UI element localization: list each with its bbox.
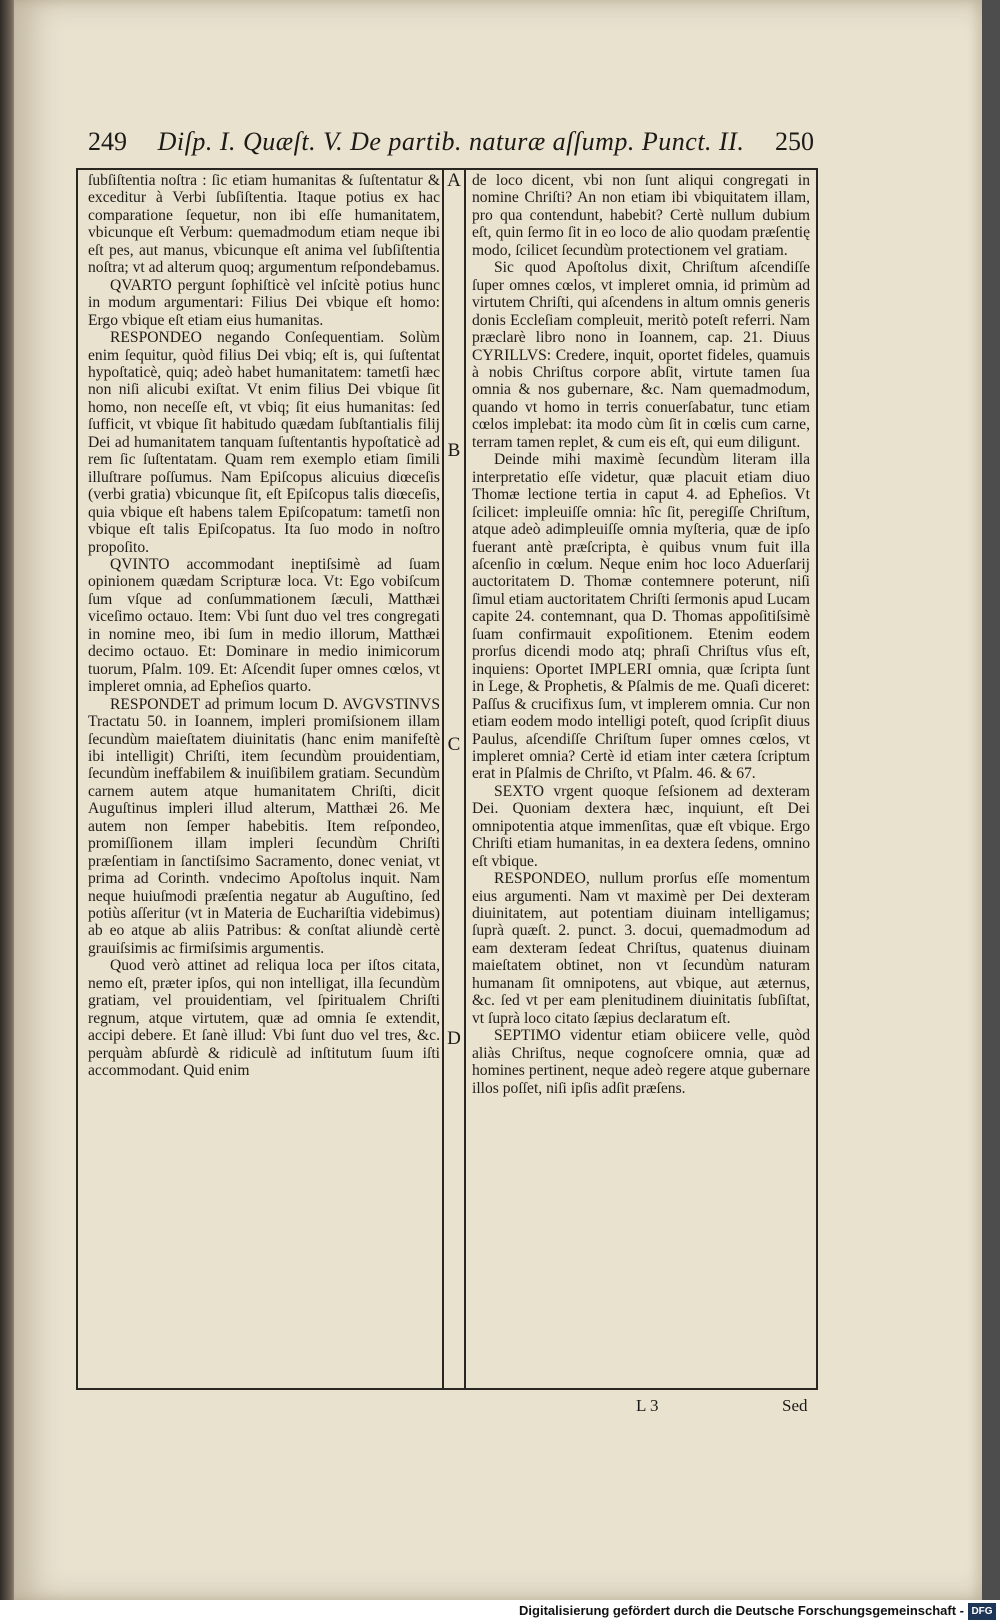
left-column <box>88 172 440 1080</box>
paragraph: Quod verò attinet ad reliqua loca per iſtos citata, nemo eſt, præter ipſos, qui non intelligat, illa ſecundùm gratiam, vel prouidentiam, vel ſpiritualem Chriſti regnum, atque virtutem, quæ ad omnia ſe extendit, accipi debere. Et ſanè illud: Vbi ſunt duo vel tres, &c. perquàm abſurdè & ridiculè ad inſtitutum ſuum iſti accommodant. Quid enim <box>88 957 440 1080</box>
section-marker-b: B <box>444 440 464 462</box>
page-number-right: 250 <box>774 127 814 156</box>
section-marker-d: D <box>444 1028 464 1050</box>
paragraph: QVINTO accommodant ineptiſsimè ad ſuam opinionem quædam Scripturæ loca. Vt: Ego vobiſcum ſum vſque ad conſummationem ſæculi, Matthæi viceſimo octauo. Item: Vbi ſunt duo vel tres congregati in nomine meo, ibi ſum in medio illorum, Matthæi decimo octauo. Et: Dominare in medio inimicorum tuorum, Pſalm. 109. Et: Aſcendit ſuper omnes cœlos, vt impleret omnia, ad Epheſios quarto. <box>88 555 440 696</box>
right-column <box>472 172 810 1097</box>
footer-credit: Digitalisierung gefördert durch die Deutsche Forschungsgemeinschaft - <box>519 1603 964 1618</box>
running-title: Diſp. I. Quæſt. V. De partib. naturæ aſſump. Punct. II. <box>157 127 745 156</box>
frame-right-rule <box>816 168 818 1388</box>
frame-left-rule <box>76 168 78 1388</box>
paragraph: RESPONDET ad primum locum D. AVGVSTINVS Tractatu 50. in Ioannem, impleri promiſsionem illam ſecundùm maieſtatem diuinitatis (hanc enim manifeſtè ibi intelligit) Chriſti, item ſecundùm prouidentiam, ſecundùm ineffabilem & inuiſibilem gratiam. Secundùm carnem autem atque humanitatem Chriſti, dicit Auguſtinus impleri illud alterum, Matthæi 26. Me autem non ſemper habebitis. Item reſpondeo, promiſſionem illam impleri ſecundùm Chriſti præſentiam in ſanctiſsimo Sacramento, donec veniat, vt prima ad Corinth. vndecimo Apoſtolus inquit. Nam neque huiuſmodi præſentia negatur ab Auguſtino, ſed potiùs aſſeritur (vt in Materia de Euchariſtia videbimus) ab eo atque ab aliis Patribus: & conſtat aliundè certè grauiſsimis ac firmiſsimis argumentis. <box>88 695 440 957</box>
paragraph: Deinde mihi maximè ſecundùm literam illa interpretatio eſſe videtur, quæ placuit etiam diuo Thomæ lectione tertia in caput 4. ad Epheſios. Vt ſcilicet: impleuiſſe omnia: hîc ſit, peregiſſe Chriſtum, atque adeò adimpleuiſſe omnia myſteria, quæ de ipſo fuerant antè præſcripta, è quibus vnum fuit illa aſcenſio in cœlum. Neque enim hoc loco Aduerſarij auctoritatem D. Thomæ contemnere poterunt, niſi ſimul etiam auctoritatem Chriſti ſermonis apud Lucam capite 24. contemnant, qua D. Thomas appoſitiſsimè ſuam confirmauit expoſitionem. Etenim eodem prorſus dicendi modo atq; phraſi Chriſtus vſus eſt, inquiens: Oportet IMPLERI omnia, quæ ſcripta ſunt in Lege, & Prophetis, & Pſalmis de me. Quaſi diceret: Paſſus & crucifixus ſum, vt implerem omnia. Cur non etiam eodem modo intelligi poteſt, quod ſcripſit diuus Paulus, aſcendiſſe Chriſtum ſuper omnes cœlos, vt impleret omnia? Certè id etiam inter cætera ſcriptum erat in Pſalmis de Chriſto, vt Pſalm. 46. & 67. <box>472 451 810 783</box>
section-marker-a: A <box>444 170 464 192</box>
running-head <box>88 127 814 169</box>
paragraph: Sic quod Apoſtolus dixit, Chriſtum aſcendiſſe ſuper omnes cœlos, vt impleret omnia, id primùm ad virtutem Chriſti, qui aſcendens in altum omnis generis donis Eccleſiam compleuit, meritò poteſt referri. Nam præclarè libro nono in Ioannem, cap. 21. Diuus CYRILLVS: Credere, inquit, oportet fideles, quamuis à nobis Chriſtus corpore abſit, virtute tamen ſua omnia & nos gubernare, &c. Nam quemadmodum, quando vt homo in terris conuerſabatur, tunc etiam cœlos implebat: ita modo cùm ſit in cœlis cum carne, terram tamen replet, & cum eis eſt, qui eum diligunt. <box>472 259 810 451</box>
section-marker-c: C <box>444 734 464 756</box>
paragraph: RESPONDEO negando Conſequentiam. Solùm enim ſequitur, quòd filius Dei vbiq; eſt is, qui ſuſtentat hypoſtaticè, quiq; adeò habet humanitatem: tametſi hæc non niſi alicubi exiſtat. Vt enim filius Dei vbique ſit homo, non neceſſe eſt, vt vbiq; ſit eius humanitas: ſed ſufficit, vt vbique ſit habitudo quædam ſubſtantialis filij Dei ad humanitatem tanquam ſuſtentantis hypoſtaticè ad rem ſic ſuſtentatam. Quam rem exemplo etiam ſimili illuſtrare poſſumus. Nam Epiſcopus alicuius diœceſis (verbi gratia) vbicunque ſit, eſt Epiſcopus talis diœceſis, quia vbique eſt habens talem Epiſcopatum: tametſi non vbique eſt talis Epiſcopatus. Ita ſuo modo in noſtro propoſito. <box>88 329 440 556</box>
column-gutter <box>442 168 466 1388</box>
gutter-rule-right <box>464 168 466 1388</box>
paragraph: de loco dicent, vbi non ſunt aliqui congregati in nomine Chriſti? An non etiam ibi vbiquitatem illam, pro qua contendunt, habebit? Certè nullum dubium eſt, quin ſermo ſit in eo loco de alio quodam præſentię modo, ſcilicet ſecundùm protectionem vel gratiam. <box>472 172 810 259</box>
frame-bottom-rule <box>76 1388 818 1390</box>
paragraph: QVARTO pergunt ſophiſticè vel inſcitè potius hunc in modum argumentari: Filius Dei vbique eſt homo: Ergo vbique eſt etiam eius humanitas. <box>88 276 440 329</box>
paragraph: RESPONDEO, nullum prorſus eſſe momentum eius argumenti. Nam vt maximè per Dei dexteram diuinitatem, aut potentiam diuinam intelligamus; ſuprà quæſt. 2. punct. 3. docui, quemadmodum ad eam dexteram ſedeat Chriſtus, quatenus diuinam maieſtatem obtinet, non vt ſecundùm naturam humanam ſit omnipotens, aut vbique, aut æternus, &c. ſed vt per eam plenitudinem diuinitatis ſubſiſtat, vt ſuprà loco citato ſæpius declaratum eſt. <box>472 870 810 1027</box>
page-number-left: 249 <box>88 127 127 156</box>
footer-bar <box>0 1600 1000 1624</box>
gutter-rule-left <box>442 168 444 1388</box>
paragraph: ſubſiſtentia noſtra : ſic etiam humanitas & ſuſtentatur & exceditur à Verbi ſubſiſtentia. Itaque potius ex hac comparatione ſequetur, non ibi eſſe humanitatem, vbicunque eſt Verbum: quemadmodum etiam neque ibi eſt pes, aut manus, vbicunque eſt anima vel ſubſiſtentia noſtra; vt ad alterum quoq; argumentum reſpondebamus. <box>88 172 440 277</box>
catchword: Sed <box>782 1396 808 1415</box>
paragraph: SEXTO vrgent quoque ſeſsionem ad dexteram Dei. Quoniam dextera hæc, inquiunt, eſt Dei omnipotentia atque immenſitas, quæ eſt vbique. Ergo Chriſti etiam humanitas, in ea dextera ſedens, omnino eſt vbique. <box>472 782 810 870</box>
signature-mark: L 3 <box>636 1396 659 1415</box>
scan-background <box>982 0 1000 1600</box>
dfg-logo: DFG <box>968 1603 996 1620</box>
paragraph: SEPTIMO videntur etiam obiicere velle, quòd aliàs Chriſtus, neque cognoſcere omnia, quæ ad homines pertinent, neque adeò regere atque gubernare illos poſſet, niſi ipſis adſit præſens. <box>472 1027 810 1097</box>
